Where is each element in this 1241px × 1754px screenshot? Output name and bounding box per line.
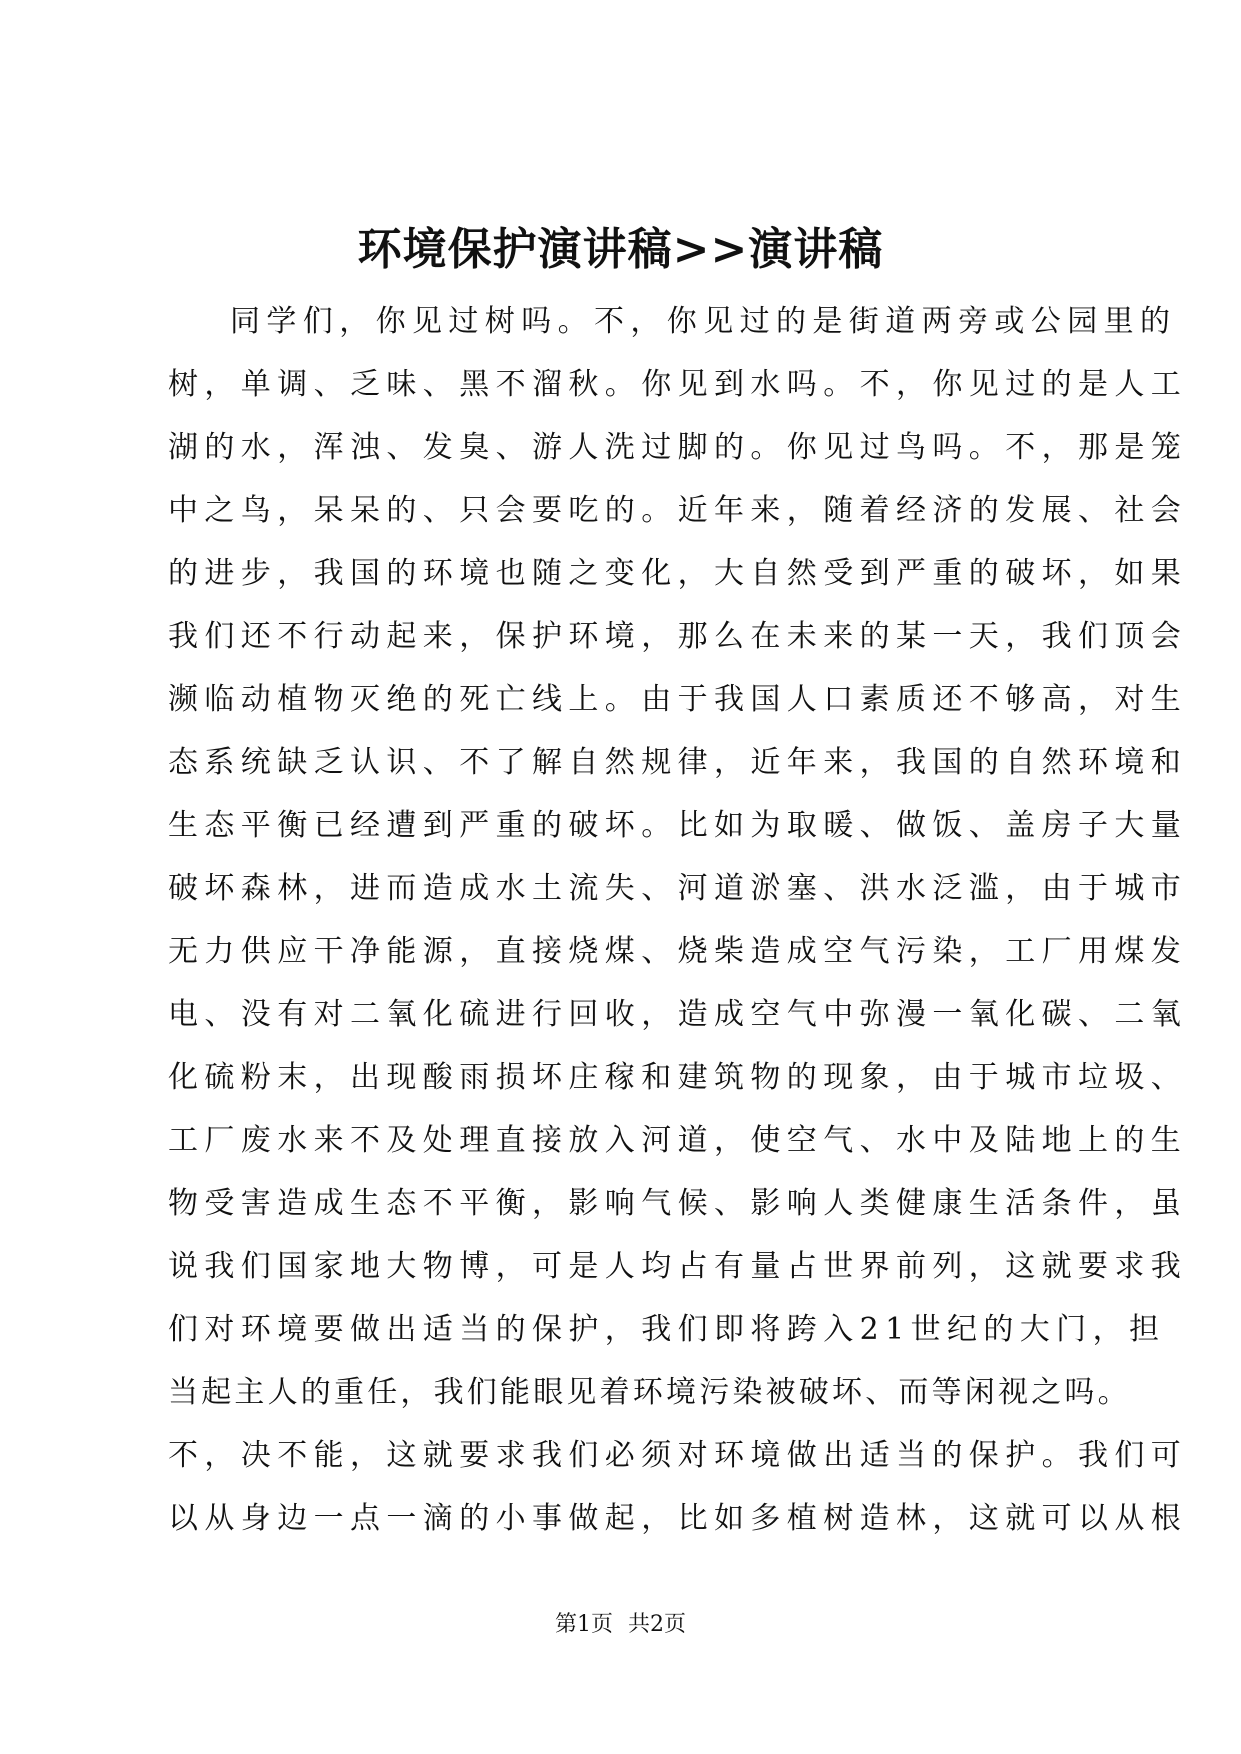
text-line: 树，单调、乏味、黑不溜秋。你见到水吗。不，你见过的是人工: [168, 367, 1188, 402]
text-line: 同学们，你见过树吗。不，你见过的是街道两旁或公园里的: [230, 304, 1177, 339]
text-line: 们对环境要做出适当的保护，我们即将跨入21世纪的大门，担: [168, 1312, 1166, 1347]
text-line: 生态平衡已经遭到严重的破坏。比如为取暖、做饭、盖房子大量: [168, 808, 1188, 843]
page-footer: [0, 1610, 1241, 1640]
text-line: 的进步，我国的环境也随之变化，大自然受到严重的破坏，如果: [168, 556, 1188, 591]
text-line: 电、没有对二氧化硫进行回收，造成空气中弥漫一氧化碳、二氧: [168, 997, 1188, 1032]
text-line: 濒临动植物灭绝的死亡线上。由于我国人口素质还不够高，对生: [168, 682, 1188, 717]
text-line: 说我们国家地大物博，可是人均占有量占世界前列，这就要求我: [168, 1249, 1188, 1284]
text-line: 以从身边一点一滴的小事做起，比如多植树造林，这就可以从根: [168, 1501, 1188, 1536]
page-number-current: 第1页: [555, 1612, 613, 1637]
text-line: 当起主人的重任，我们能眼见着环境污染被破坏、而等闲视之吗。: [168, 1375, 1131, 1410]
text-line: 态系统缺乏认识、不了解自然规律，近年来，我国的自然环境和: [168, 745, 1188, 780]
text-line: 物受害造成生态不平衡，影响气候、影响人类健康生活条件，虽: [168, 1186, 1188, 1221]
text-line: 化硫粉末，出现酸雨损坏庄稼和建筑物的现象，由于城市垃圾、: [168, 1060, 1188, 1095]
text-line: 破坏森林，进而造成水土流失、河道淤塞、洪水泛滥，由于城市: [168, 871, 1188, 906]
text-line: 工厂废水来不及处理直接放入河道，使空气、水中及陆地上的生: [168, 1123, 1188, 1158]
text-line: 无力供应干净能源，直接烧煤、烧柴造成空气污染，工厂用煤发: [168, 934, 1188, 969]
body-paragraph: [168, 290, 1188, 1550]
document-title: 环境保护演讲稿>>演讲稿: [357, 224, 884, 275]
page-number-total: 共2页: [628, 1612, 686, 1637]
text-line: 湖的水，浑浊、发臭、游人洗过脚的。你见过鸟吗。不，那是笼: [168, 430, 1188, 465]
text-line: 不，决不能，这就要求我们必须对环境做出适当的保护。我们可: [168, 1438, 1188, 1473]
text-line: 我们还不行动起来，保护环境，那么在未来的某一天，我们顶会: [168, 619, 1188, 654]
text-line: 中之鸟，呆呆的、只会要吃的。近年来，随着经济的发展、社会: [168, 493, 1188, 528]
